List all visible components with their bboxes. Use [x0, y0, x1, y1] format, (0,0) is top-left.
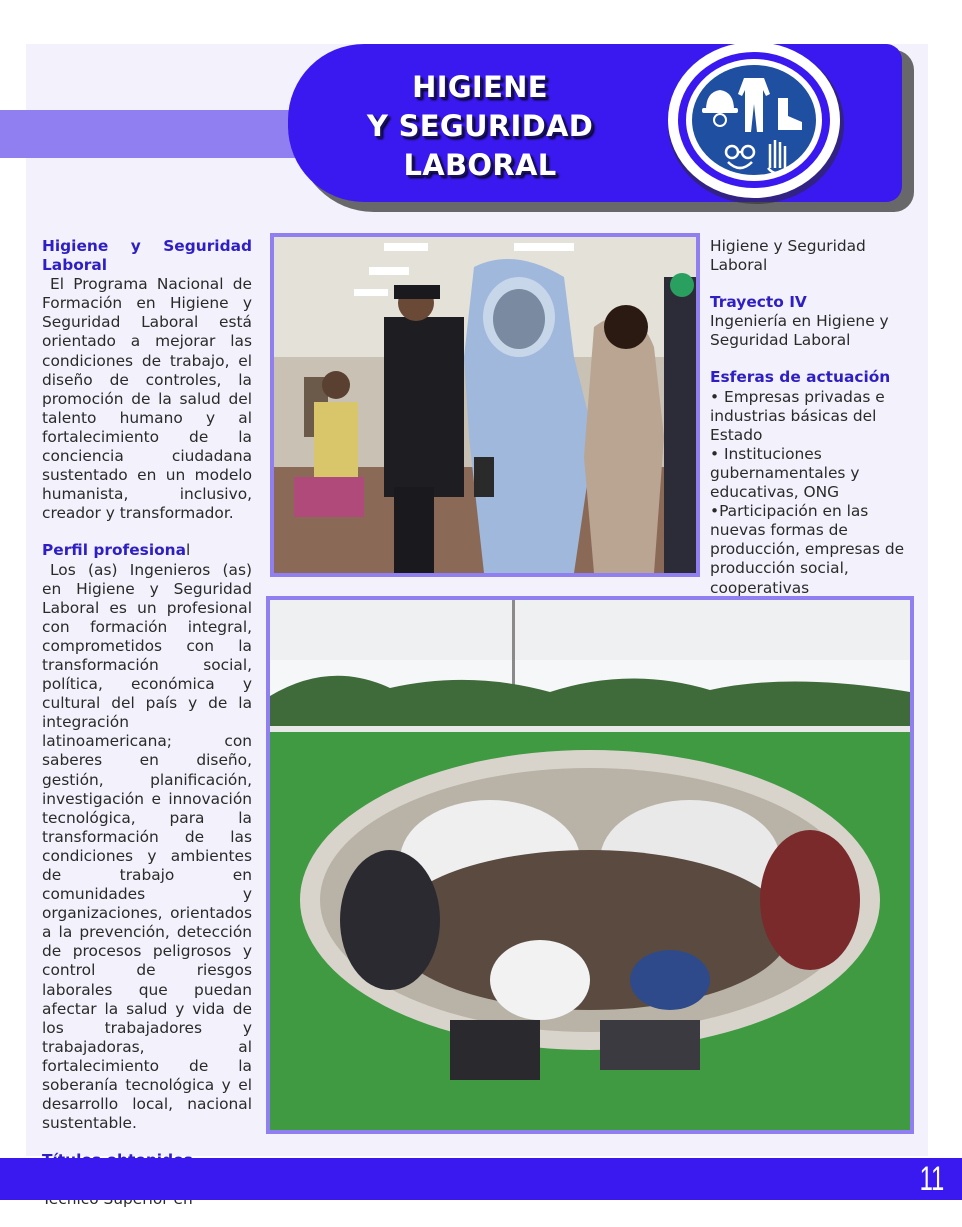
- intro-heading: Higiene y Seguridad Laboral: [42, 237, 252, 275]
- left-column: [42, 237, 252, 1227]
- continuation-text: Higiene y Seguridad Laboral: [710, 237, 866, 275]
- right-column: [710, 237, 920, 616]
- protective-suit-image: [274, 237, 696, 573]
- title-line-1: HIGIENE: [412, 70, 548, 104]
- sphere-item: • Empresas privadas e industrias básicas del Estado: [710, 387, 885, 444]
- intro-section: [42, 237, 252, 523]
- footer-bar: [0, 1158, 962, 1200]
- title-line-3: LABORAL: [403, 148, 557, 182]
- decorative-strip: [0, 110, 300, 158]
- intro-body: El Programa Nacional de Formación en Higiene y Seguridad Laboral está orientado a mejorar las condiciones de trabajo, el diseño de controles, la promoción de la salud del talento humano y al fortalecimiento de la conciencia ciudadana sustentado en un modelo humanista, inclusivo, creador y transformador.: [42, 275, 252, 523]
- profile-section: [42, 541, 252, 1133]
- profile-heading-tail: l: [186, 541, 191, 560]
- profile-heading: Perfil profesiona: [42, 541, 187, 560]
- page-title: [290, 68, 670, 185]
- spheres-section: [710, 368, 920, 597]
- trayecto-iv-section: [710, 293, 920, 350]
- safety-equipment-badge: [662, 40, 850, 208]
- profile-body: Los (as) Ingenieros (as) en Higiene y Seguridad Laboral es un profesional con formación integral, comprometidos con la transformación social, política, económica y cultural del país y de la integración latinoamericana; con saberes en diseño, gestión, planificación, investigación e innovación tecnológica, para la transformación de las condiciones y ambientes de trabajo en comunidades y organizaciones, orientados a la prevención, detección de procesos peligrosos y control de riesgos laborales que puedan afectar la salud y vida de los trabajadores y trabajadoras, al fortalecimiento de la soberanía tecnológica y el desarrollo local, nacional sustentable.: [42, 560, 252, 1133]
- sphere-item: •Participación en las nuevas formas de producción, empresas de producción social, cooperativas: [710, 502, 905, 597]
- spheres-heading: Esferas de actuación: [710, 368, 891, 387]
- page-number: 11: [919, 1160, 944, 1198]
- trayecto-iv-heading: Trayecto IV: [710, 293, 807, 312]
- sphere-item: • Instituciones gubernamentales y educativas, ONG: [710, 444, 860, 502]
- photo-group: [266, 596, 914, 1134]
- title-line-2: Y SEGURIDAD: [366, 109, 594, 143]
- photo-protective-suit: [270, 233, 700, 577]
- trayecto-iv-body: Ingeniería en Higiene y Seguridad Laboral: [710, 312, 889, 350]
- group-photo-image: [270, 600, 910, 1130]
